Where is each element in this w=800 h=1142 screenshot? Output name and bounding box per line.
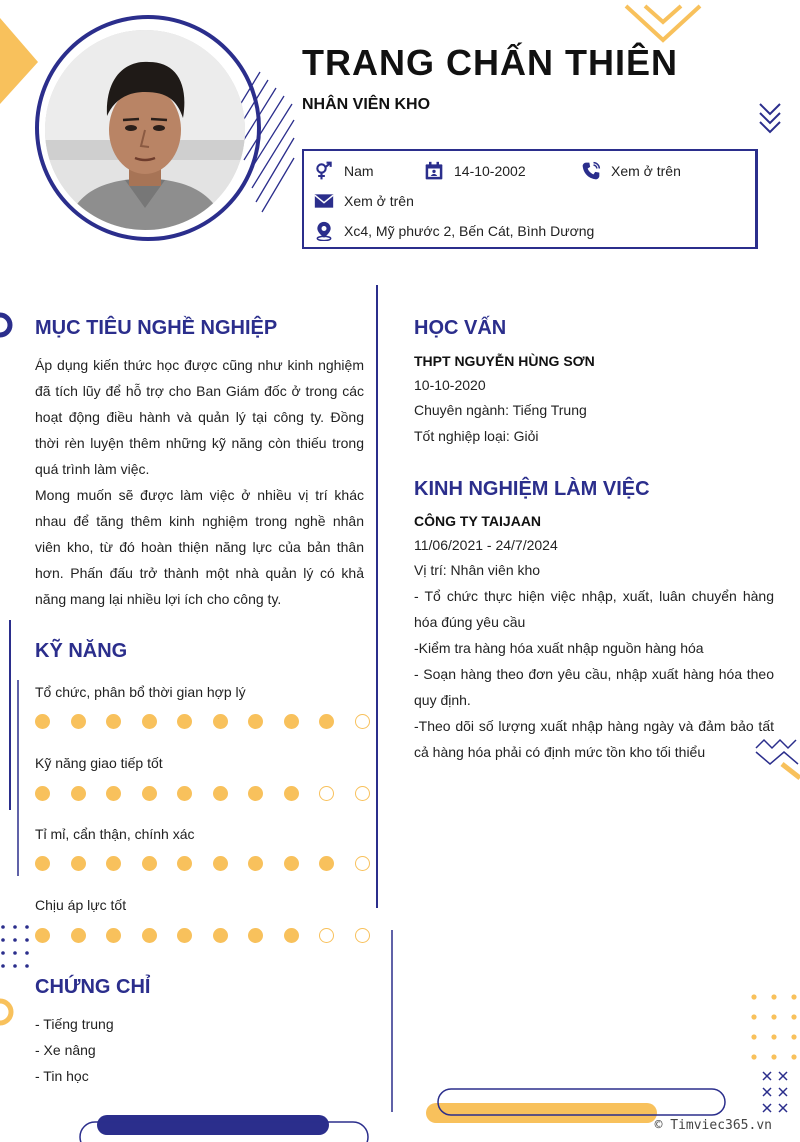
rating-dot-empty: [355, 714, 370, 729]
experience-title: KINH NGHIỆM LÀM VIỆC: [414, 478, 650, 500]
skill-label: Tổ chức, phân bổ thời gian hợp lý: [35, 684, 246, 700]
objective-paragraph-2: Mong muốn sẽ được làm việc ở nhiều vị trí khác nhau để tăng thêm kinh nghiệm trong nghề nhân viên kho, từ đó hoàn thiện năng lực của bản thân hơn. Phấn đấu trở thành một nhà quản lý có khả năng mang lại nhiều lợi ích cho công ty.: [35, 487, 364, 607]
certificates-title: CHỨNG CHỈ: [35, 976, 151, 998]
location-icon: [314, 221, 334, 241]
rating-dot-filled: [71, 786, 86, 801]
rating-dot-filled: [213, 786, 228, 801]
rating-dot-filled: [35, 856, 50, 871]
birthdate-value: 14-10-2002: [454, 163, 526, 179]
rating-dot-filled: [177, 856, 192, 871]
rating-dot-filled: [319, 714, 334, 729]
rating-dot-filled: [106, 856, 121, 871]
rating-dot-filled: [213, 928, 228, 943]
rating-dot-empty: [319, 786, 334, 801]
education-grade: Tốt nghiệp loại: Giỏi: [414, 428, 539, 444]
rating-dot-filled: [248, 714, 263, 729]
rating-dot-filled: [248, 786, 263, 801]
rating-dot-filled: [35, 786, 50, 801]
rating-dot-empty: [355, 856, 370, 871]
certificate-item: - Tin học: [35, 1068, 89, 1084]
objective-paragraph-1: Áp dụng kiến thức học được cũng như kinh nghiệm đã tích lũy để hỗ trợ cho Ban Giám đốc ở trong các hoạt động điều hành và quản lý tại công ty. Đồng thời rèn luyện thêm những kỹ năng còn thiếu trong quá trình làm việc.: [35, 357, 364, 477]
watermark: © Timviec365.vn: [654, 1118, 772, 1133]
skill-rating: [35, 714, 370, 729]
rating-dot-filled: [106, 786, 121, 801]
objective-title: MỤC TIÊU NGHỀ NGHIỆP: [35, 317, 278, 339]
rating-dot-filled: [142, 928, 157, 943]
rating-dot-filled: [213, 856, 228, 871]
gender-item: [314, 161, 374, 181]
rating-dot-filled: [71, 714, 86, 729]
birthdate-item: [424, 161, 526, 181]
rating-dot-filled: [284, 786, 299, 801]
company-name: CÔNG TY TAIJAAN: [414, 513, 542, 529]
rating-dot-filled: [35, 714, 50, 729]
certificate-item: - Xe nâng: [35, 1042, 96, 1058]
phone-icon: [581, 161, 601, 181]
candidate-name: TRANG CHẤN THIÊN: [302, 42, 678, 83]
address-value: Xc4, Mỹ phước 2, Bến Cát, Bình Dương: [344, 223, 595, 239]
gender-value: Nam: [344, 163, 374, 179]
email-value: Xem ở trên: [344, 193, 414, 209]
rating-dot-empty: [355, 786, 370, 801]
rating-dot-filled: [284, 856, 299, 871]
avatar: [45, 30, 245, 230]
rating-dot-filled: [248, 928, 263, 943]
rating-dot-filled: [248, 856, 263, 871]
phone-item: [581, 161, 681, 181]
contact-info-box: [302, 149, 758, 249]
education-major: Chuyên ngành: Tiếng Trung: [414, 402, 587, 418]
rating-dot-filled: [106, 928, 121, 943]
experience-role: Vị trí: Nhân viên kho: [414, 562, 541, 578]
experience-duty: - Soạn hàng theo đơn yêu cầu, nhập xuất hàng hóa theo quy định.: [414, 666, 774, 708]
rating-dot-filled: [71, 928, 86, 943]
gender-icon: [314, 161, 334, 181]
experience-period: 11/06/2021 - 24/7/2024: [414, 537, 558, 553]
rating-dot-empty: [355, 928, 370, 943]
job-position: NHÂN VIÊN KHO: [302, 96, 431, 113]
rating-dot-empty: [319, 928, 334, 943]
mail-icon: [314, 191, 334, 211]
rating-dot-filled: [142, 714, 157, 729]
rating-dot-filled: [177, 928, 192, 943]
certificate-item: - Tiếng trung: [35, 1016, 114, 1032]
rating-dot-filled: [213, 714, 228, 729]
skill-label: Chịu áp lực tốt: [35, 897, 127, 913]
rating-dot-filled: [106, 714, 121, 729]
experience-duty: -Kiểm tra hàng hóa xuất nhập nguồn hàng hóa: [414, 640, 704, 656]
skill-rating: [35, 856, 370, 871]
calendar-icon: [424, 161, 444, 181]
rating-dot-filled: [284, 714, 299, 729]
rating-dot-filled: [142, 786, 157, 801]
phone-value: Xem ở trên: [611, 163, 681, 179]
graduation-date: 10-10-2020: [414, 377, 486, 393]
experience-duty: - Tổ chức thực hiện việc nhập, xuất, luân chuyển hàng hóa đúng yêu cầu: [414, 588, 774, 630]
skills-title: KỸ NĂNG: [35, 640, 128, 662]
education-title: HỌC VẤN: [414, 317, 507, 339]
skill-rating: [35, 786, 370, 801]
school-name: THPT NGUYỄN HÙNG SƠN: [414, 353, 595, 369]
rating-dot-filled: [284, 928, 299, 943]
address-item: [314, 221, 594, 241]
rating-dot-filled: [142, 856, 157, 871]
rating-dot-filled: [35, 928, 50, 943]
experience-duty: -Theo dõi số lượng xuất nhập hàng ngày và đảm bảo tất cả hàng hóa phải có định mức tồn kho tối thiểu: [414, 718, 774, 760]
rating-dot-filled: [71, 856, 86, 871]
rating-dot-filled: [177, 786, 192, 801]
email-item: [314, 191, 414, 211]
rating-dot-filled: [319, 856, 334, 871]
skill-label: Tỉ mỉ, cẩn thận, chính xác: [35, 826, 195, 842]
rating-dot-filled: [177, 714, 192, 729]
skill-rating: [35, 928, 370, 943]
skill-label: Kỹ năng giao tiếp tốt: [35, 755, 163, 771]
